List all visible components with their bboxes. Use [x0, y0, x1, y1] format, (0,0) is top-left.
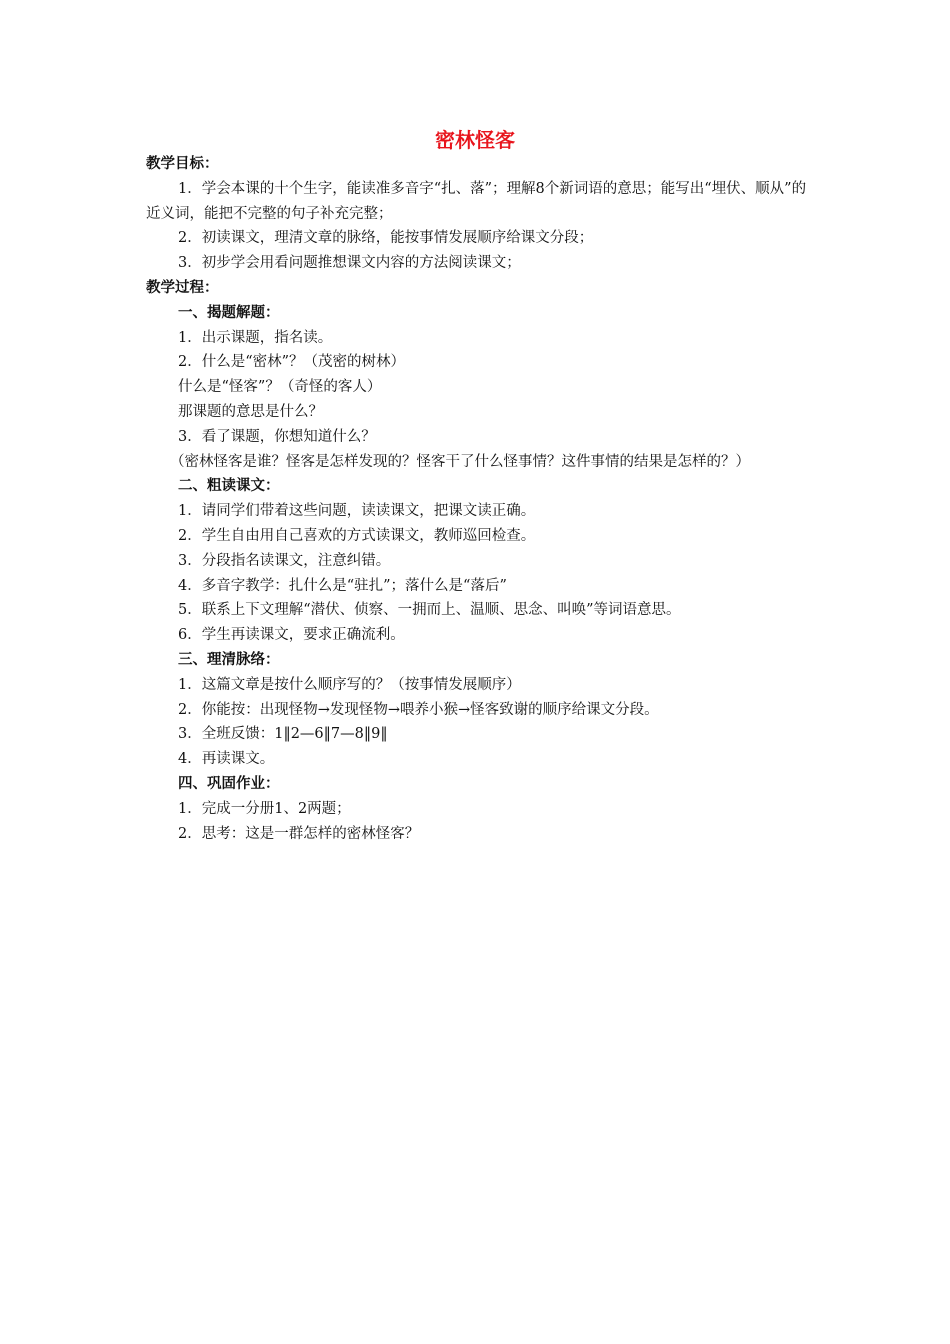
- part3-line: 1．这篇文章是按什么顺序写的？（按事情发展顺序）: [178, 676, 521, 693]
- part2-line: 5．联系上下文理解“潜伏、侦察、一拥而上、温顺、思念、叫唤”等词语意思。: [178, 602, 681, 619]
- part2-line: 2．学生自由用自己喜欢的方式读课文，教师巡回检查。: [178, 527, 536, 544]
- objective-item: 2．初读课文，理清文章的脉络，能按事情发展顺序给课文分段；: [178, 230, 594, 247]
- part3-line: 3．全班反馈：1‖2—6‖7—8‖9‖: [178, 726, 388, 743]
- part1-line: 2．什么是“密林”？（茂密的树林）: [178, 354, 406, 371]
- part1-note: （密林怪客是谁？怪客是怎样发现的？怪客干了什么怪事情？这件事情的结果是怎样的？）: [170, 453, 750, 470]
- objective-item: 3．初步学会用看问题推想课文内容的方法阅读课文；: [178, 255, 521, 272]
- objective-item: 1．学会本课的十个生字，能读准多音字“扎、落”；理解8个新词语的意思；能写出“埋伏、顺从”的近义词，能把不完整的句子补充完整；: [146, 180, 807, 222]
- part3-line: 2．你能按：出现怪物→发现怪物→喂养小猴→怪客致谢的顺序给课文分段。: [178, 701, 659, 718]
- part4-line: 1．完成一分册1、2两题；: [178, 800, 351, 817]
- part2-line: 4．多音字教学：扎什么是“驻扎”；落什么是“落后”: [178, 577, 507, 594]
- part3-line: 4．再读课文。: [178, 751, 275, 768]
- objectives-heading: 教学目标：: [146, 156, 219, 172]
- part1-line: 3．看了课题，你想知道什么？: [178, 428, 376, 445]
- process-heading: 教学过程：: [146, 279, 219, 296]
- part2-line: 1．请同学们带着这些问题，读读课文，把课文读正确。: [178, 503, 536, 520]
- part2-heading: 二、粗读课文：: [178, 478, 280, 495]
- part4-line: 2．思考：这是一群怎样的密林怪客？: [178, 825, 420, 842]
- part1-line: 那课题的意思是什么？: [178, 403, 323, 420]
- document-title: 密林怪客: [435, 128, 515, 152]
- part1-heading: 一、揭题解题：: [178, 304, 280, 321]
- part1-line: 什么是“怪客”？（奇怪的客人）: [178, 379, 382, 396]
- part2-line: 3．分段指名读课文，注意纠错。: [178, 552, 391, 569]
- document-body: [146, 152, 811, 846]
- part3-heading: 三、理清脉络：: [178, 651, 280, 668]
- part4-heading: 四、巩固作业：: [178, 775, 280, 792]
- part2-line: 6．学生再读课文，要求正确流利。: [178, 627, 405, 644]
- part1-line: 1．出示课题，指名读。: [178, 329, 333, 346]
